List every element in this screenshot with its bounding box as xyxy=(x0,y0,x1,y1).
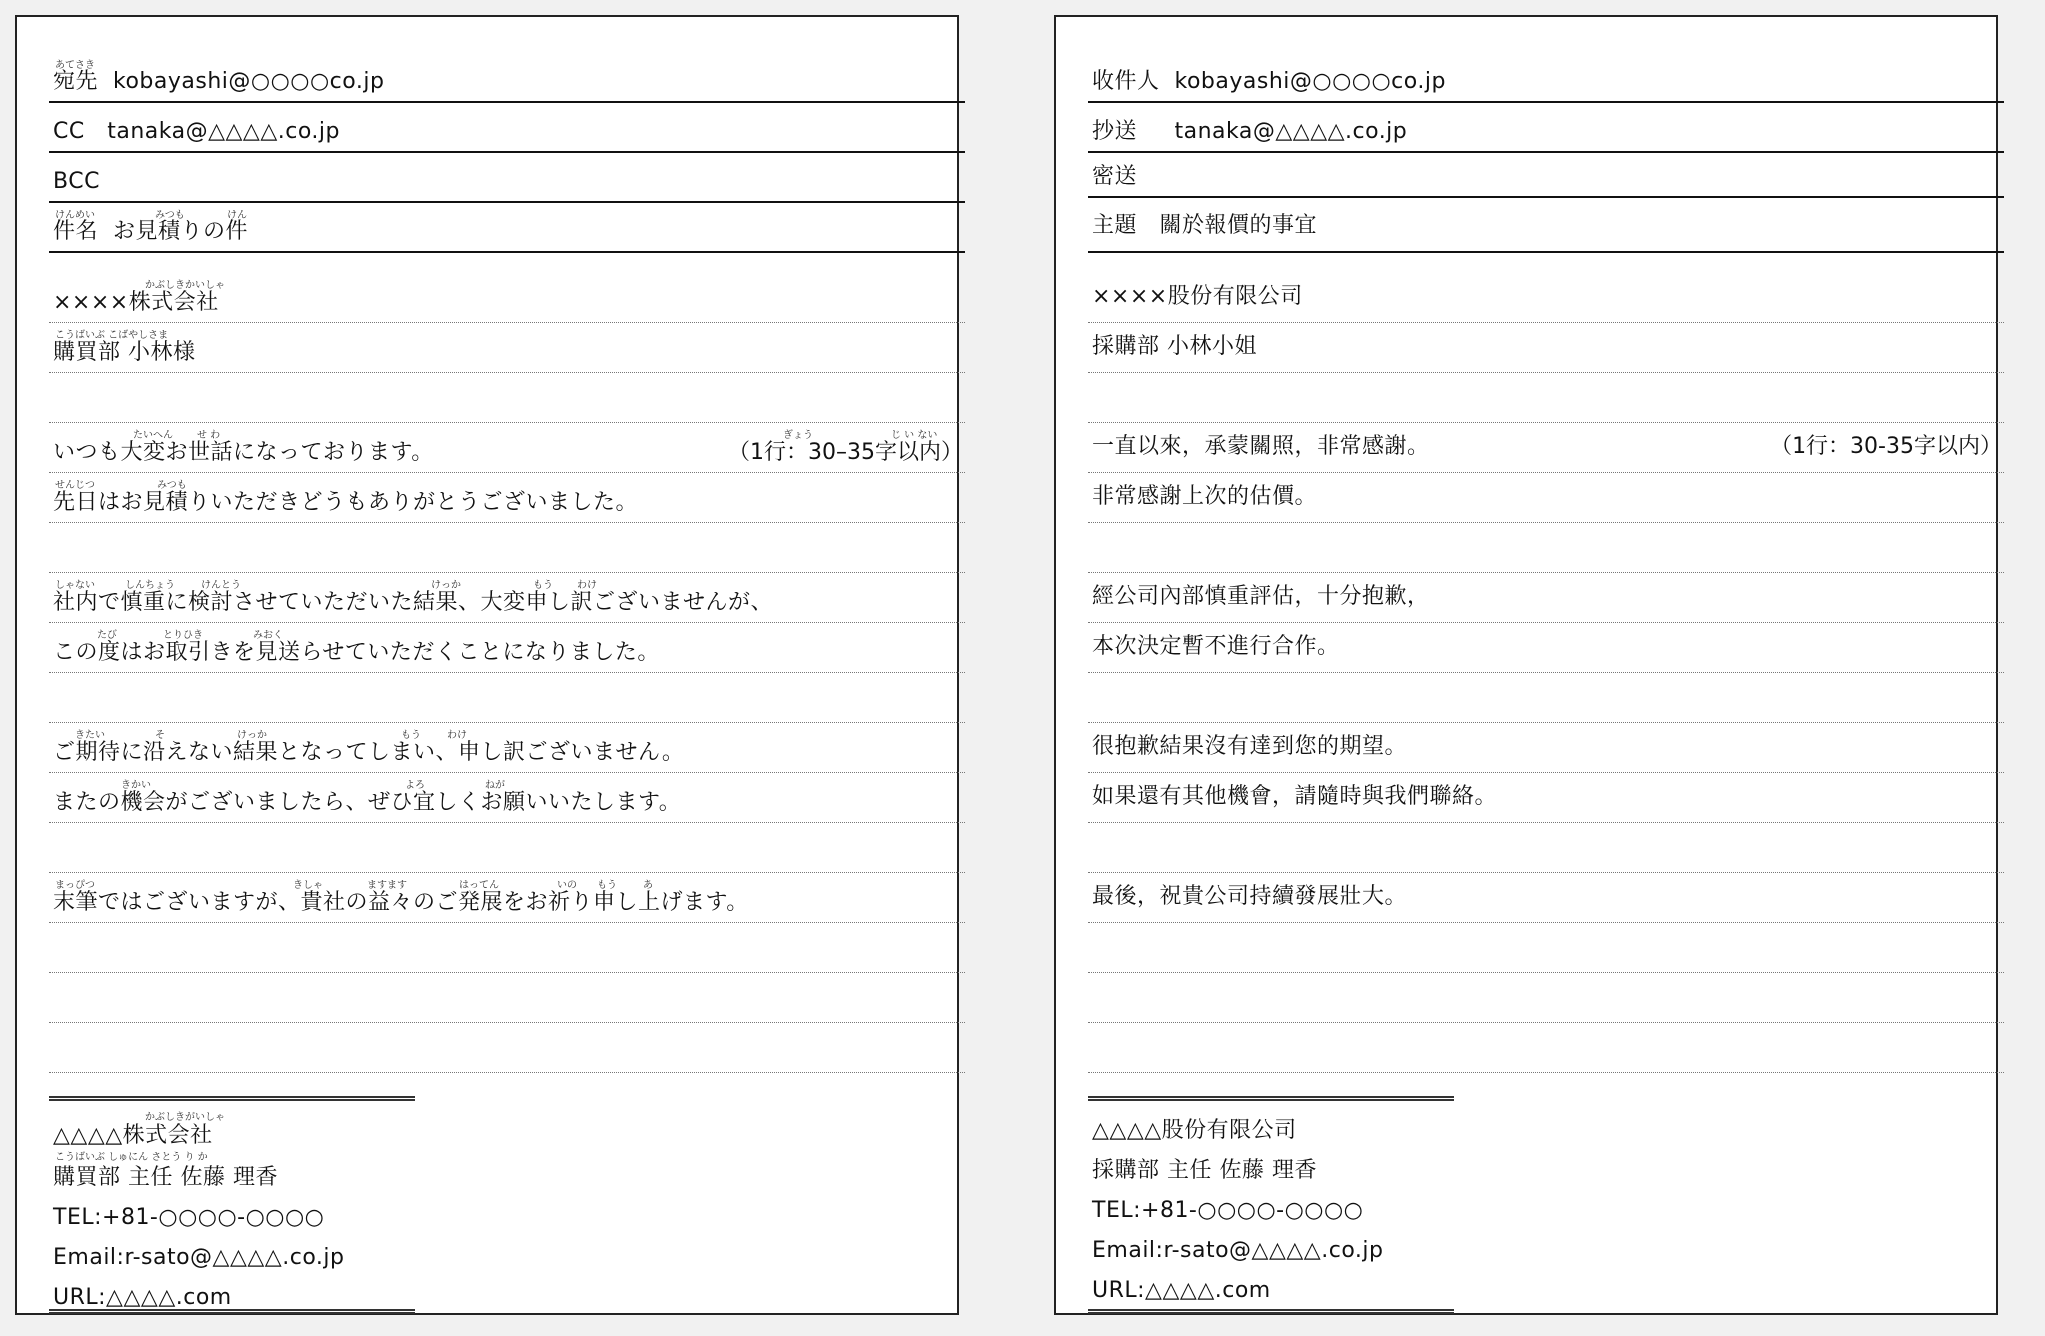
ja-body-line xyxy=(49,323,965,373)
ja-signature-line: TEL:+81-○○○○-○○○○ xyxy=(53,1205,325,1230)
ja-to-value: kobayashi@○○○○co.jp xyxy=(113,69,385,94)
zh-bcc-label: 密送 xyxy=(1092,164,1138,189)
ja-furigana: きかい xyxy=(121,780,151,791)
ja-furigana: しゃない xyxy=(55,580,95,591)
ja-cc-row xyxy=(53,119,340,145)
ja-furigana: もう xyxy=(401,730,421,741)
zh-body-line xyxy=(1088,723,2004,773)
zh-body-line xyxy=(1088,923,2004,973)
ja-furigana: けっか xyxy=(431,580,461,591)
ja-body-line xyxy=(49,973,965,1023)
ja-to-field xyxy=(49,53,965,103)
zh-body-line xyxy=(1088,873,2004,923)
ja-furigana: しんちょう xyxy=(125,580,175,591)
ja-signature-bottom-rule xyxy=(49,1309,415,1314)
zh-body-text: 本次決定暫不進行合作。 xyxy=(1092,634,1340,659)
ja-body-text: ご期待に沿えない結果となってしまい、申し訳ございません。 xyxy=(53,740,685,765)
zh-to-row xyxy=(1092,69,1446,95)
zh-line-length-note: （1行：30-35字以内） xyxy=(1770,434,2002,459)
zh-body-text: 很抱歉結果沒有達到您的期望。 xyxy=(1092,734,1408,759)
ja-body-line xyxy=(49,623,965,673)
ja-furigana: いの xyxy=(557,880,577,891)
ja-furigana: まっぴつ xyxy=(55,880,95,891)
ja-bcc-field xyxy=(49,153,965,203)
zh-subject-row xyxy=(1092,213,1317,239)
ja-to-label: 宛先 xyxy=(53,69,99,94)
ja-subject-value: お見積りの件 xyxy=(113,219,249,244)
zh-body-line xyxy=(1088,1023,2004,1073)
zh-body-line xyxy=(1088,423,2004,473)
ja-signature-line: △△△△株式会社 xyxy=(53,1123,213,1148)
ja-body-text: 購買部 小林様 xyxy=(53,340,196,365)
ja-line-length-note: （1行：30–35字以内） xyxy=(728,440,963,465)
zh-to-label: 收件人 xyxy=(1092,69,1160,94)
zh-body-text: 經公司內部慎重評估，十分抱歉， xyxy=(1092,584,1430,609)
ja-furigana: あてさき xyxy=(55,60,95,71)
ja-body-text: 社内で慎重に検討させていただいた結果、大変申し訳ございませんが、 xyxy=(53,590,774,615)
chinese-email-panel xyxy=(1054,15,2002,1315)
ja-subject-label: 件名 xyxy=(53,219,99,244)
ja-furigana: かぶしきかいしゃ xyxy=(145,280,225,291)
zh-body-text: 非常感謝上次的估價。 xyxy=(1092,484,1318,509)
ja-body-line xyxy=(49,773,965,823)
ja-signature-line: 購買部 主任 佐藤 理香 xyxy=(53,1165,278,1190)
ja-cc-field xyxy=(49,103,965,153)
ja-furigana: あ xyxy=(643,880,653,891)
ja-furigana: ねが xyxy=(485,780,505,791)
ja-body-line xyxy=(49,473,965,523)
ja-furigana: ますます xyxy=(367,880,407,891)
zh-body-line xyxy=(1088,373,2004,423)
ja-furigana: わけ xyxy=(577,580,597,591)
zh-subject-field xyxy=(1088,203,2004,253)
ja-furigana: けんめい xyxy=(55,210,95,221)
ja-furigana: きたい xyxy=(75,730,105,741)
zh-body-text: 如果還有其他機會，請隨時與我們聯絡。 xyxy=(1092,784,1498,809)
ja-furigana: みつも xyxy=(157,480,187,491)
ja-furigana: けんとう xyxy=(201,580,241,591)
ja-cc-value: tanaka@△△△△.co.jp xyxy=(107,119,340,144)
ja-furigana: たいへん xyxy=(133,430,173,441)
ja-furigana: はってん xyxy=(459,880,499,891)
ja-body-text: いつも大変お世話になっております。 xyxy=(53,440,434,465)
ja-subject-field xyxy=(49,203,965,253)
ja-subject-row xyxy=(53,219,248,245)
zh-body-line xyxy=(1088,473,2004,523)
ja-body-line xyxy=(49,723,965,773)
zh-bcc-field xyxy=(1088,148,2004,198)
ja-to-row xyxy=(53,69,384,95)
ja-body-text: 末筆ではございますが、貴社の益々のご発展をお祈り申し上げます。 xyxy=(53,890,749,915)
ja-body-text: またの機会がございましたら、ぜひ宜しくお願いいたします。 xyxy=(53,790,682,815)
zh-cc-field xyxy=(1088,103,2004,153)
zh-signature-line: TEL:+81-○○○○-○○○○ xyxy=(1092,1198,1364,1223)
ja-body-line xyxy=(49,673,965,723)
zh-subject-value: 關於報價的事宜 xyxy=(1159,213,1318,238)
ja-body-line xyxy=(49,823,965,873)
zh-body-line xyxy=(1088,323,2004,373)
ja-signature-line: Email:r-sato@△△△△.co.jp xyxy=(53,1245,345,1270)
ja-furigana: きしゃ xyxy=(293,880,323,891)
ja-furigana: みおく xyxy=(253,630,283,641)
zh-body-text: 一直以來，承蒙關照，非常感謝。 xyxy=(1092,434,1430,459)
zh-signature-line: Email:r-sato@△△△△.co.jp xyxy=(1092,1238,1384,1263)
zh-signature-line: URL:△△△△.com xyxy=(1092,1278,1271,1303)
zh-subject-label: 主題 xyxy=(1092,213,1138,238)
zh-body-line xyxy=(1088,523,2004,573)
zh-body-line xyxy=(1088,673,2004,723)
zh-signature-line: △△△△股份有限公司 xyxy=(1092,1118,1297,1143)
zh-signature-line: 採購部 主任 佐藤 理香 xyxy=(1092,1158,1317,1183)
zh-body-text: 最後，祝貴公司持續發展壯大。 xyxy=(1092,884,1408,909)
ja-body-line xyxy=(49,923,965,973)
ja-furigana: よろ xyxy=(405,780,425,791)
ja-body-line xyxy=(49,273,965,323)
ja-furigana: けん xyxy=(227,210,247,221)
zh-cc-row xyxy=(1092,119,1407,145)
ja-furigana: じ い ない xyxy=(891,430,938,441)
zh-cc-label: 抄送 xyxy=(1092,119,1138,144)
japanese-email-panel xyxy=(15,15,963,1315)
ja-furigana: とりひき xyxy=(163,630,203,641)
ja-body-line xyxy=(49,873,965,923)
zh-to-value: kobayashi@○○○○co.jp xyxy=(1174,69,1446,94)
ja-signature-top-rule xyxy=(49,1096,415,1101)
zh-body-line xyxy=(1088,623,2004,673)
ja-bcc-label: BCC xyxy=(53,169,100,194)
ja-furigana: こうばいぶ こばやしさま xyxy=(55,330,169,341)
ja-body-line xyxy=(49,373,965,423)
zh-body-line xyxy=(1088,823,2004,873)
zh-body-line xyxy=(1088,773,2004,823)
ja-furigana: かぶしきがいしゃ xyxy=(145,1112,225,1123)
ja-furigana: みつも xyxy=(155,210,185,221)
zh-body-line xyxy=(1088,573,2004,623)
zh-to-field xyxy=(1088,53,2004,103)
ja-body-text: ××××株式会社 xyxy=(53,290,219,315)
zh-signature-bottom-rule xyxy=(1088,1309,1454,1314)
zh-body-text: 採購部 小林小姐 xyxy=(1092,334,1257,359)
ja-furigana: せんじつ xyxy=(55,480,95,491)
ja-furigana: こうばいぶ しゅにん さとう り か xyxy=(55,1152,208,1163)
ja-signature-line: URL:△△△△.com xyxy=(53,1285,232,1310)
ja-furigana: ぎょう xyxy=(783,430,813,441)
ja-body-line xyxy=(49,423,965,473)
zh-body-line xyxy=(1088,973,2004,1023)
zh-signature-top-rule xyxy=(1088,1096,1454,1101)
ja-furigana: たび xyxy=(97,630,117,641)
zh-body-line xyxy=(1088,273,2004,323)
ja-body-text: この度はお取引きを見送らせていただくことになりました。 xyxy=(53,640,660,665)
ja-furigana: けっか xyxy=(237,730,267,741)
ja-furigana: せ わ xyxy=(197,430,221,441)
ja-furigana: もう xyxy=(597,880,617,891)
zh-body-text: ××××股份有限公司 xyxy=(1092,284,1303,309)
ja-body-text: 先日はお見積りいただきどうもありがとうございました。 xyxy=(53,490,639,515)
ja-body-line xyxy=(49,573,965,623)
ja-furigana: そ xyxy=(155,730,165,741)
ja-furigana: もう xyxy=(533,580,553,591)
ja-furigana: わけ xyxy=(447,730,467,741)
ja-cc-label: CC xyxy=(53,119,85,144)
ja-body-line xyxy=(49,523,965,573)
ja-body-line xyxy=(49,1023,965,1073)
zh-cc-value: tanaka@△△△△.co.jp xyxy=(1174,119,1408,144)
